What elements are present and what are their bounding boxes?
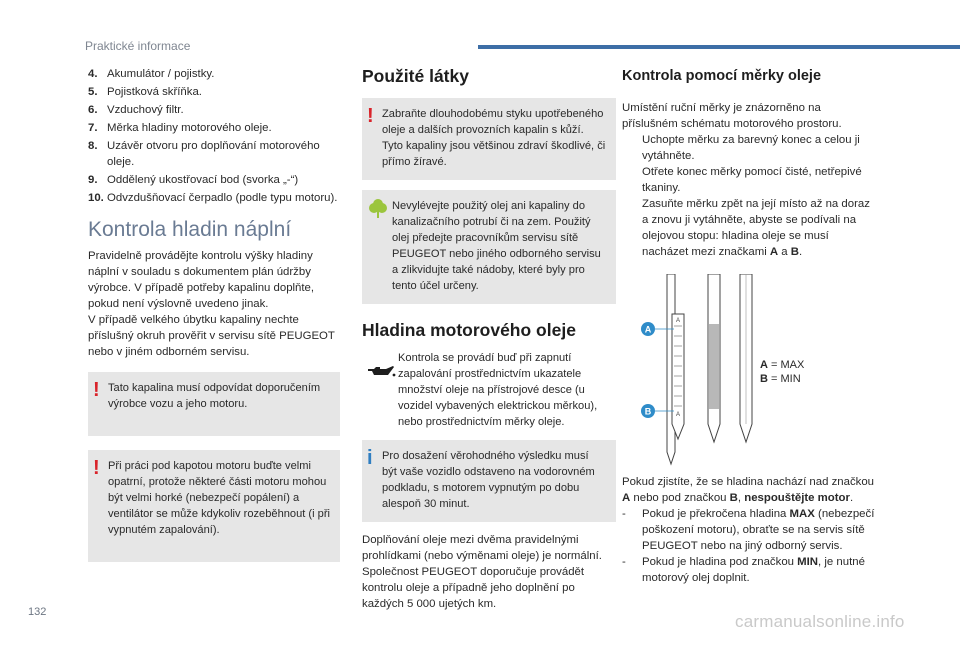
list-item [88, 120, 340, 136]
warning-text: Při práci pod kapotou motoru buďte velmi opatrní, protože některé části motoru mohou být velmi horké (nebezpečí popálení) a ventilátor se může kdykoliv rozeběhnout (i při vypnutém zapalování). [108, 460, 330, 536]
list-number: 7. [88, 122, 98, 134]
environment-tree-icon [368, 199, 388, 219]
step-item [622, 196, 876, 260]
environment-note-box [362, 190, 616, 304]
dipstick-legend [760, 358, 804, 386]
dipstick-figure [622, 274, 876, 466]
column-middle [362, 66, 616, 612]
dipstick-intro: Umístění ruční měrky je znázorněno na příslušném schématu motorového prostoru. [622, 102, 842, 130]
info-icon: i [367, 447, 373, 469]
intro-paragraph-2: V případě velkého úbytku kapaliny nechte příslušný okruh prověřit v servisu sítě PEUGEOT nebo v jiném odborném servisu. [88, 314, 335, 358]
intro-paragraph: Pravidelně provádějte kontrolu výšky hladiny náplní v souladu s dokumentem plán údržby výrobce. V případě potřeby kapalinu doplňte, pokud není výslovně uvedeno jinak. [88, 250, 315, 310]
step-text: Otřete konec měrky pomocí čisté, netřepivé tkaniny. [642, 166, 862, 194]
oil-level-text: Kontrola se provádí buď při zapnutí zapalování prostřednictvím ukazatele množství oleje na přístrojové desce (u vozidel vybavených elektrickou měrkou), nebo prostřednictvím měrky oleje. [398, 352, 598, 428]
watermark: carmanualsonline.info [735, 612, 905, 631]
dipstick-illustration [622, 274, 762, 466]
warning-icon: ! [93, 457, 100, 479]
list-item [88, 190, 340, 206]
engine-parts-list [88, 66, 340, 206]
list-item [88, 66, 340, 82]
warning-icon: ! [367, 105, 374, 127]
after-check-paragraph: Pokud zjistíte, že se hladina nachází nad značkou A nebo pod značkou B, nespouštějte motor. [622, 476, 875, 504]
column-left [88, 66, 340, 562]
environment-note-text: Nevylévejte použitý olej ani kapaliny do kanalizačního potrubí či na zem. Použitý olej předejte pracovníkům servisu sítě PEUGEOT nebo jiného odborného servisu a zlikvidujte také nádoby, které byly pro tento účel určeny. [392, 200, 601, 292]
section-header: Praktické informace [85, 39, 191, 53]
list-text: Pojistková skříňka. [107, 86, 202, 98]
dash-item-min: - Pokud je hladina pod značkou MIN, je nutné motorový olej doplnit. [622, 556, 865, 584]
warning-text: Tato kapalina musí odpovídat doporučením výrobce vozu a jeho motoru. [108, 382, 321, 410]
mark-b-label: B [790, 246, 800, 258]
svg-text:A: A [644, 324, 652, 335]
oil-level-description [362, 350, 616, 430]
list-item [88, 102, 340, 118]
step-text: . [799, 246, 803, 258]
section-title-dipstick: Kontrola pomocí měrky oleje [622, 68, 822, 84]
list-number: 6. [88, 104, 98, 116]
column-right [622, 66, 876, 586]
step-item [622, 132, 876, 164]
info-box-level-ground [362, 440, 616, 522]
step-text: Uchopte měrku za barevný konec a celou ji vytáhněte. [642, 134, 860, 162]
list-number: 5. [88, 86, 98, 98]
oil-can-icon [366, 364, 396, 380]
list-number: 4. [88, 68, 98, 80]
header-bar [478, 45, 960, 49]
info-text: Pro dosažení věrohodného výsledku musí být vaše vozidlo odstaveno na vodorovném podkladu, s motorem vypnutým po dobu alespoň 30 minut. [382, 450, 595, 510]
warning-icon: ! [93, 379, 100, 401]
warning-box-hot-engine [88, 450, 340, 562]
step-item [622, 164, 876, 196]
legend-max: A = MAX [760, 359, 805, 371]
warning-text: Zabraňte dlouhodobému styku upotřebeného oleje a dalších provozních kapalin s kůží. Tyto kapaliny jsou většinou zdraví škodlivé, či přímo žíravé. [382, 108, 606, 168]
section-title-oil-level: Hladina motorového oleje [362, 320, 576, 340]
section-title-used-substances: Použité látky [362, 66, 469, 86]
dash-item-max: - Pokud je překročena hladina MAX (nebezpečí poškození motoru), obraťte se na servis sítě PEUGEOT nebo na jiný odborný servis. [622, 508, 875, 552]
svg-text:B: B [644, 406, 652, 417]
list-text: Vzduchový filtr. [107, 104, 184, 116]
list-item [88, 84, 340, 100]
list-item [88, 172, 340, 188]
warning-box-fluid-spec [88, 372, 340, 436]
list-text: Odvzdušňovací čerpadlo (podle typu motoru). [107, 192, 338, 204]
list-number: 8. [88, 140, 98, 152]
list-item [88, 138, 340, 170]
svg-text:A: A [675, 318, 681, 324]
list-text: Uzávěr otvoru pro doplňování motorového oleje. [107, 140, 320, 168]
svg-text:A: A [675, 412, 681, 418]
step-text: Zasuňte měrku zpět na její místo až na doraz a znovu ji vytáhněte, abyste se podívali na olejovou stopu: hladina oleje se musí nacházet mezi značkami [642, 198, 870, 258]
list-text: Měrka hladiny motorového oleje. [107, 122, 272, 134]
step-text: a [778, 246, 791, 258]
list-number: 10. [88, 192, 104, 204]
legend-min: B = MIN [760, 373, 801, 385]
mark-a-label: A [769, 246, 779, 258]
section-title-fluid-levels: Kontrola hladin náplní [88, 218, 292, 241]
list-number: 9. [88, 174, 98, 186]
closing-paragraph: Doplňování oleje mezi dvěma pravidelnými prohlídkami (nebo výměnami oleje) je normální. Společnost PEUGEOT doporučuje provádět kontrolu oleje a případně jeho doplnění po každých 5 000 ujetých km. [362, 534, 602, 610]
page-number: 132 [28, 606, 47, 618]
list-text: Akumulátor / pojistky. [107, 68, 215, 80]
list-text: Oddělený ukostřovací bod (svorka „-“) [107, 174, 299, 186]
warning-box-used-oil [362, 98, 616, 180]
